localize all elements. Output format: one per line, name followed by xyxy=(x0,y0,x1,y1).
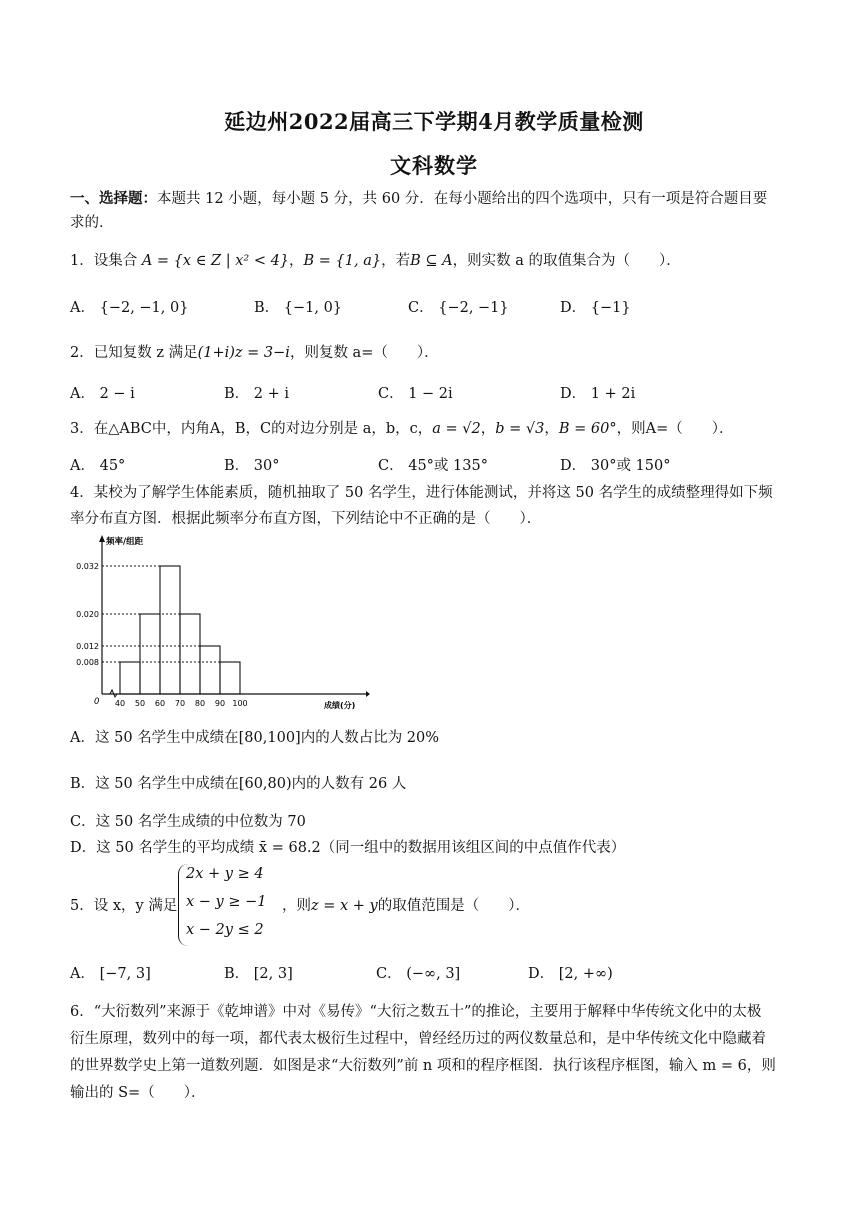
question-5 xyxy=(70,895,177,917)
q3-option-d[interactable]: D． 30°或 150° xyxy=(560,458,671,474)
q5-option-b[interactable]: B． [2, 3] xyxy=(224,966,293,982)
q3-cond-b: b = √3 xyxy=(495,421,545,437)
y-axis-label: 频率/组距 xyxy=(106,537,144,547)
q5-option-a[interactable]: A． [−7, 3] xyxy=(70,966,151,982)
q1-option-b[interactable]: B． {−1, 0} xyxy=(254,300,343,316)
q5-objective: z = x + y xyxy=(311,898,378,914)
q1-set-a: A = {x ∈ Z | x² < 4} xyxy=(141,253,290,269)
q2-number: 2． xyxy=(70,345,94,361)
q3-cond-a: a = √2 xyxy=(432,421,481,437)
question-6-line1 xyxy=(70,1001,800,1023)
q2-equation: (1+i)z = 3−i xyxy=(197,345,290,361)
q3-stem-a: 在△ABC中，内角A，B，C的对边分别是 a，b，c， xyxy=(93,421,433,437)
exam-subtitle: 文科数学 xyxy=(390,153,478,178)
x-tick-label: 60 xyxy=(154,699,166,708)
q1-option-d[interactable]: D． {−1} xyxy=(560,300,631,316)
question-3: 3．在△ABC中，内角A，B，C的对边分别是 a，b，c，a = √2，b = √3，B = 60°，则A=（ ）． xyxy=(70,421,734,437)
q4-stem-line1: 某校为了解学生体能素质，随机抽取了 50 名学生，进行体能测试，并将这 50 名学生的成绩整理得如下频 xyxy=(93,485,773,501)
q4-option-a[interactable]: A．这 50 名学生中成绩在[80,100]内的人数占比为 20% xyxy=(70,730,440,746)
histogram-bar xyxy=(120,662,140,694)
question-4-line1 xyxy=(70,482,800,504)
x-axis-arrow xyxy=(366,691,370,697)
x-tick-label: 50 xyxy=(134,699,146,708)
y-tick-label: 0.032 xyxy=(76,562,99,571)
q4-number: 4． xyxy=(70,485,94,501)
q6-line1: “大衍数列”来源于《乾坤谱》中对《易传》“大衍之数五十”的推论，主要用于解释中华传统文化中的太极 xyxy=(93,1004,762,1020)
section-text-line1: 本题共 12 小题，每小题 5 分，共 60 分．在每小题给出的四个选项中，只有一项是符合题目要 xyxy=(157,191,768,207)
q4-stem-line2: 率分布直方图．根据此频率分布直方图，下列结论中不正确的是（ ）． xyxy=(70,511,542,527)
x-tick-label: 40 xyxy=(114,699,126,708)
q4-option-d[interactable]: D．这 50 名学生的平均成绩 x̄ = 68.2（同一组中的数据用该组区间的中点值作代表） xyxy=(70,840,626,856)
q1-sep: ， xyxy=(289,253,304,269)
q5-constraint-3: x − 2y ≤ 2 xyxy=(186,922,264,938)
section-instructions xyxy=(70,188,800,210)
q2-option-b[interactable]: B． 2 + i xyxy=(224,386,289,402)
x-tick-label: 80 xyxy=(194,699,206,708)
y-axis-arrow xyxy=(99,535,105,542)
q3-option-c[interactable]: C． 45°或 135° xyxy=(378,458,488,474)
x-tick-label: 90 xyxy=(214,699,226,708)
q4-option-c[interactable]: C．这 50 名学生成绩的中位数为 70 xyxy=(70,814,306,830)
q2-stem-a: 已知复数 z 满足 xyxy=(93,345,198,361)
q4-option-b[interactable]: B．这 50 名学生中成绩在[60,80)内的人数有 26 人 xyxy=(70,776,407,792)
question-2 xyxy=(70,342,800,364)
q5-constraint-2: x − y ≥ −1 xyxy=(186,894,267,910)
histogram-bar xyxy=(160,566,180,694)
q2-stem-b: ，则复数 a=（ ）． xyxy=(289,345,439,361)
q3-option-b[interactable]: B． 30° xyxy=(224,458,280,474)
section-heading: 一、选择题： xyxy=(70,190,157,207)
histogram-bar xyxy=(140,614,160,694)
section-text-line2: 求的． xyxy=(70,215,114,231)
x-tick-label: 70 xyxy=(174,699,186,708)
q3-stem-b: ，则A=（ ）． xyxy=(616,421,734,437)
q1-stem-a: 设集合 xyxy=(93,253,138,269)
q1-relation: B ⊆ A xyxy=(410,253,453,269)
origin-label: 0 xyxy=(94,697,100,707)
histogram-bar xyxy=(180,614,200,694)
q5-stem-b: ，则 xyxy=(282,898,311,914)
q1-stem-c: ，则实数 a 的取值集合为（ ）． xyxy=(452,253,681,269)
q6-line4: 输出的 S=（ ）． xyxy=(70,1085,206,1101)
q5-constraint-1: 2x + y ≥ 4 xyxy=(186,866,264,882)
histogram-bar xyxy=(200,646,220,694)
q1-stem-b: ，若 xyxy=(381,253,411,269)
q2-option-a[interactable]: A． 2 − i xyxy=(70,386,135,402)
q1-set-b: B = {1, a} xyxy=(303,253,382,269)
q3-option-a[interactable]: A． 45° xyxy=(70,458,126,474)
q6-number: 6． xyxy=(70,1004,94,1020)
q5-stem-a: 设 x，y 满足 xyxy=(93,898,178,914)
q5-stem-c: 的取值范围是（ ）． xyxy=(377,898,530,914)
q5-option-d[interactable]: D． [2, +∞) xyxy=(528,966,613,982)
q3-number: 3． xyxy=(70,421,94,437)
histogram-bar xyxy=(220,662,240,694)
q3-cond-c: B = 60° xyxy=(558,421,617,437)
q1-number: 1． xyxy=(70,253,94,269)
q5-stem-rest xyxy=(282,895,530,917)
frequency-histogram xyxy=(70,534,370,714)
q1-option-c[interactable]: C． {−2, −1} xyxy=(408,300,509,316)
y-tick-label: 0.012 xyxy=(76,642,99,651)
x-axis-label: 成绩(分) xyxy=(324,701,356,710)
q5-number: 5． xyxy=(70,898,94,914)
y-tick-label: 0.008 xyxy=(76,658,99,667)
q6-line2: 衍生原理，数列中的每一项，都代表太极衍生过程中，曾经经历过的两仪数量总和，是中华传统文化中隐藏着 xyxy=(70,1031,766,1047)
x-tick-label: 100 xyxy=(232,699,248,708)
q1-option-a[interactable]: A． {−2, −1, 0} xyxy=(70,300,189,316)
exam-title: 延边州2022届高三下学期4月教学质量检测 xyxy=(224,109,644,134)
y-tick-label: 0.020 xyxy=(76,610,99,619)
q2-option-d[interactable]: D． 1 + 2i xyxy=(560,386,636,402)
q5-option-c[interactable]: C． (−∞, 3] xyxy=(376,966,461,982)
q6-line3: 的世界数学史上第一道数列题．如图是求“大衍数列”前 n 项和的程序框图．执行该程序框图，输入 m = 6，则 xyxy=(70,1058,776,1074)
q2-option-c[interactable]: C． 1 − 2i xyxy=(378,386,453,402)
question-1 xyxy=(70,250,800,272)
